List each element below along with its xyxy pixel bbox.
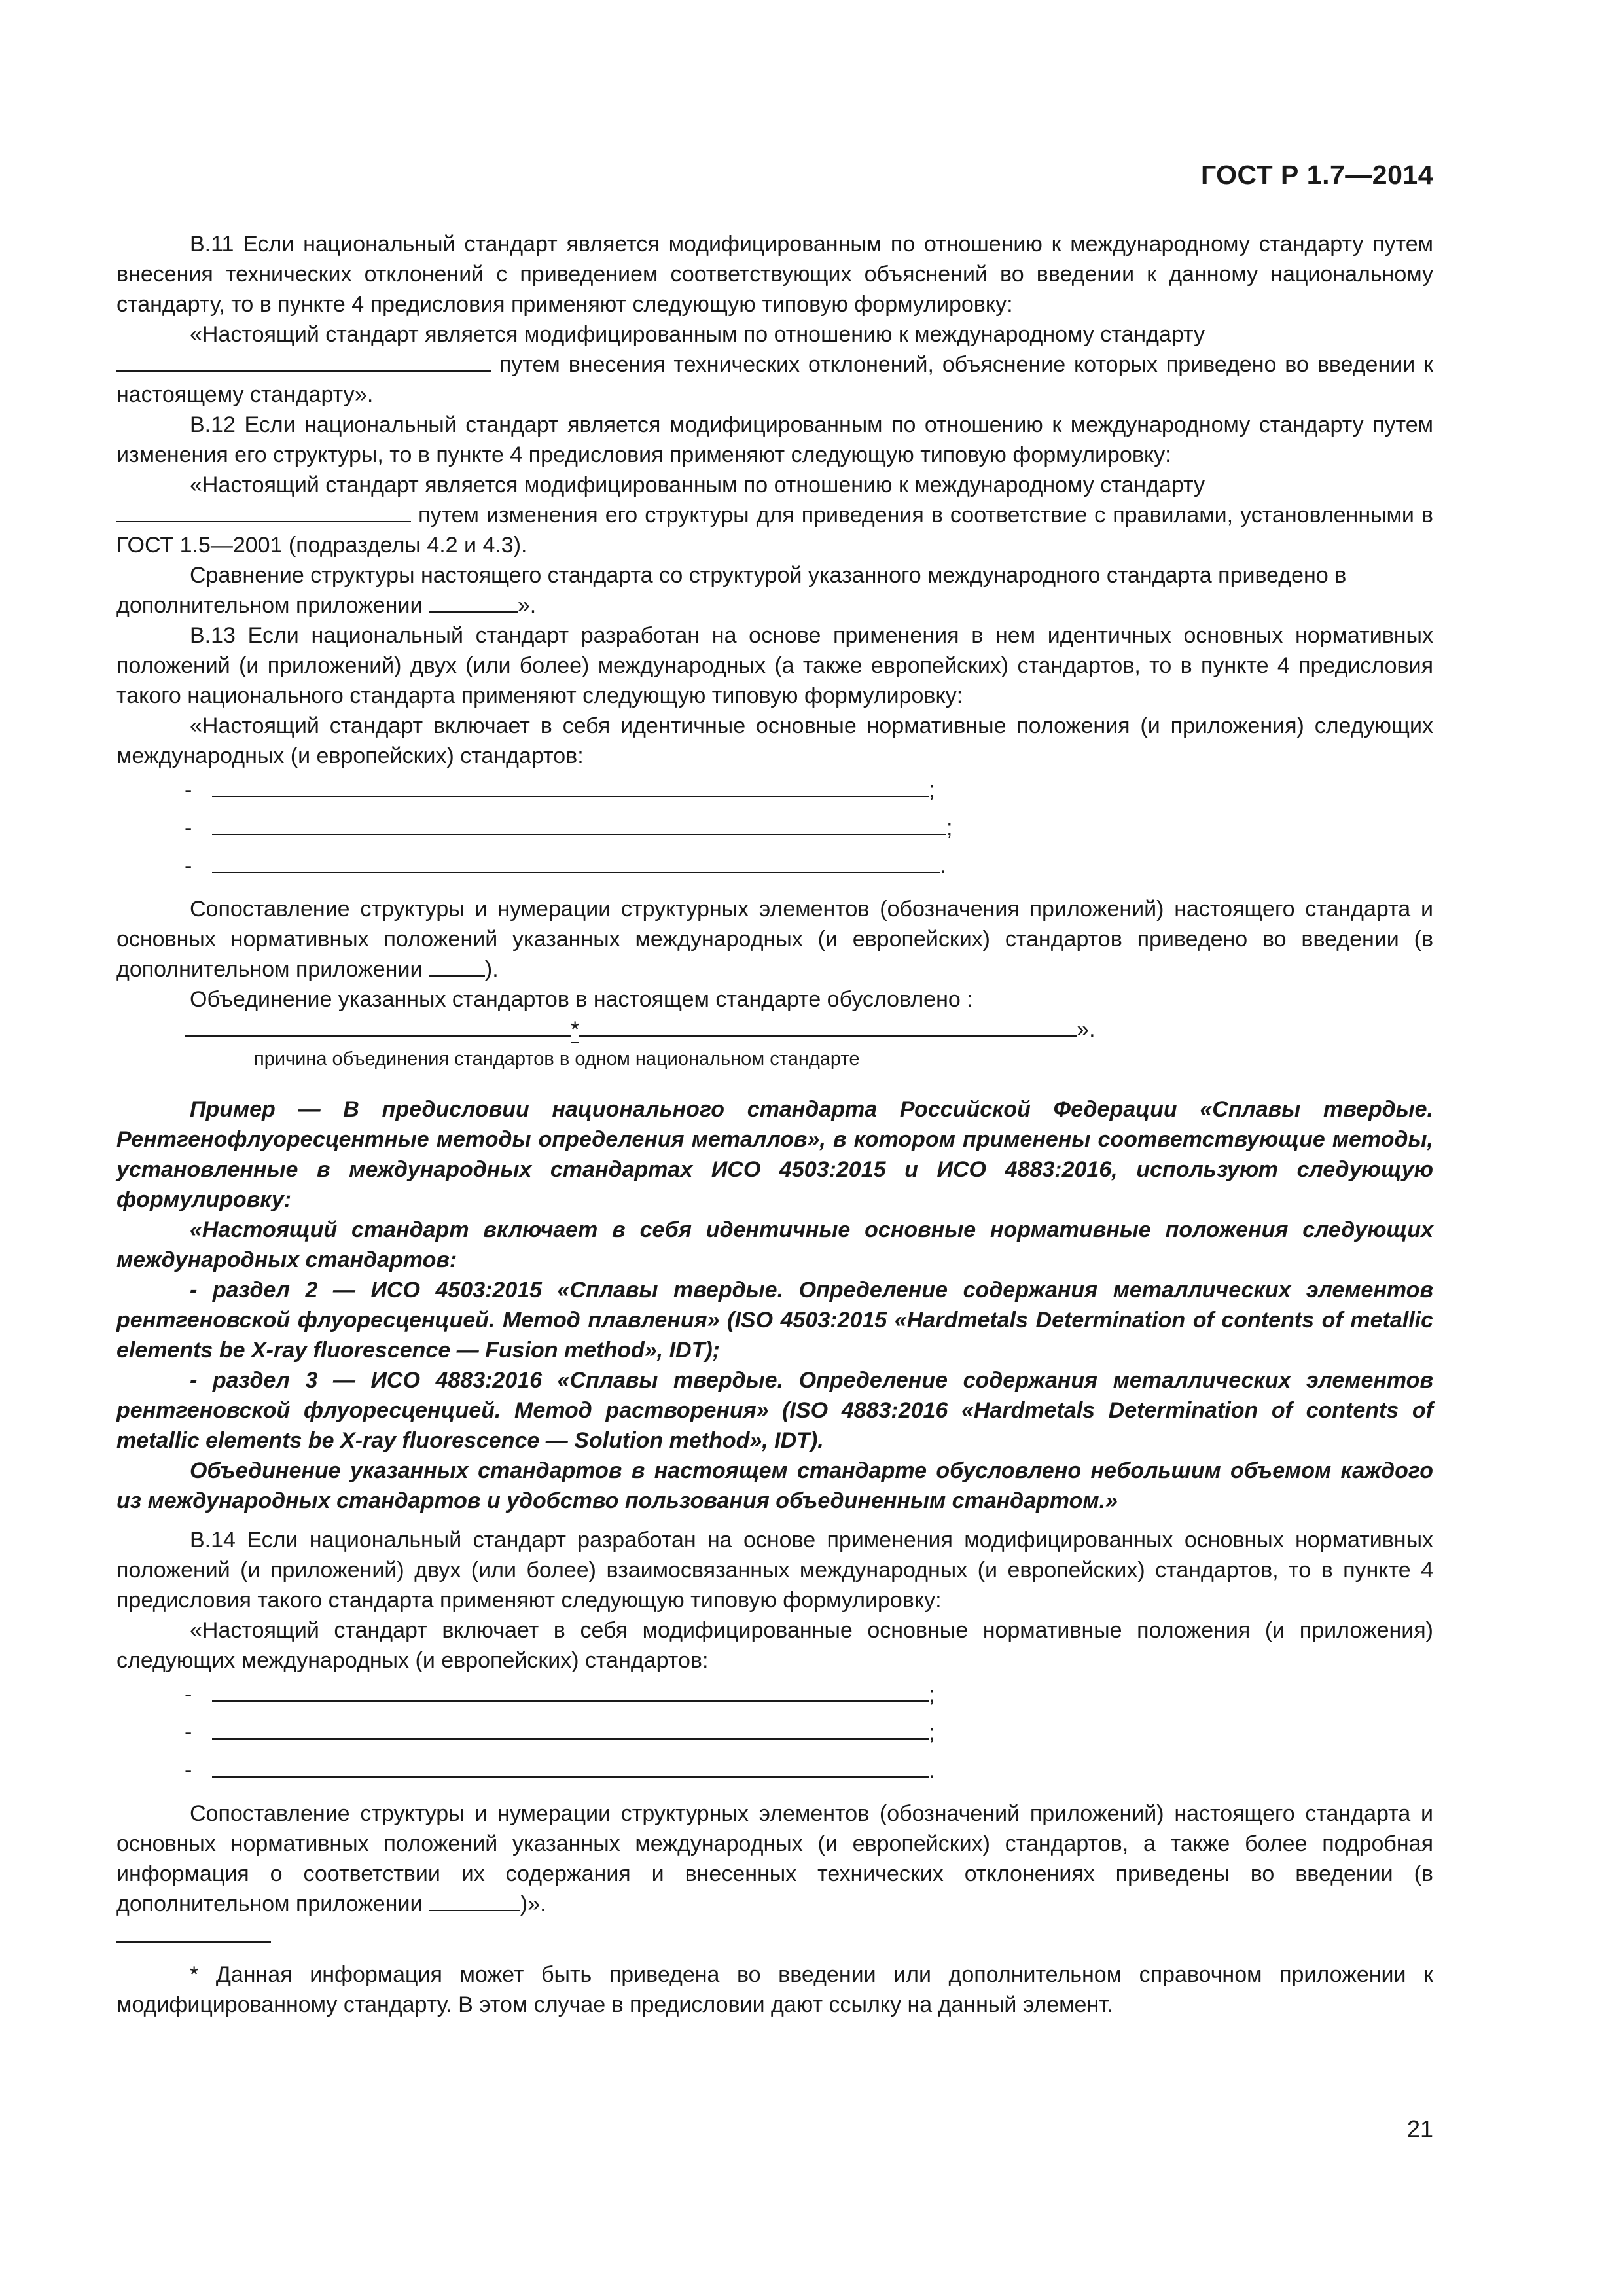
footnote-text: Данная информация может быть приведена во введении или дополнительном справочном приложении к модифицированному стандарту. В этом случае в предисловии дают ссылку на данный элемент. bbox=[116, 1962, 1433, 2017]
b12-quote-end-row bbox=[116, 500, 1433, 560]
b13-union-end: ». bbox=[1077, 1017, 1096, 1042]
b13-mapping-end: ). bbox=[484, 957, 499, 982]
page-number: 21 bbox=[1406, 2115, 1433, 2142]
b14-standard-line-2: - ; bbox=[185, 1720, 935, 1745]
b12-comparison-row bbox=[116, 560, 1433, 620]
b13-reason-blank-2 bbox=[579, 1016, 1077, 1037]
b14-blank-line-3 bbox=[212, 1757, 929, 1778]
b13-quote: «Настоящий стандарт включает в себя идентичные основные нормативные положения (и приложения) следующих международных (и европейских) стандартов: bbox=[116, 713, 1433, 768]
b13-reason-blank-1 bbox=[185, 1016, 571, 1037]
b13-intro: В.13 Если национальный стандарт разработан на основе применения в нем идентичных основных нормативных положений (и приложений) двух (или более) международных (а также европейских) стандартов, то в пункте 4 предисловия такого национального стандарта применяют следующую типовую формулировку: bbox=[116, 623, 1433, 708]
b14-intro: В.14 Если национальный стандарт разработан на основе применения модифицированных основных нормативных положений (и приложений) двух (или более) взаимосвязанных международных (и европейских) стандартов, то в пункте 4 предисловия такого стандарта применяют следующую типовую формулировку: bbox=[116, 1528, 1433, 1613]
b11-quote-start: «Настоящий стандарт является модифицированным по отношению к международному стандарту bbox=[190, 322, 1205, 347]
footnote bbox=[116, 1960, 1433, 2020]
b13-appendix-blank bbox=[429, 956, 485, 977]
example-section-3: - раздел 3 — ИСО 4883:2016 «Сплавы твердые. Определение содержания металлических элементов рентгеновской флуоресценцией. Метод растворения» (ISO 4883:2016 «Hardmetals Determination of contents of metallic elements be X-ray fluorescence — Solution method», IDT). bbox=[116, 1368, 1433, 1453]
b12-quote-end: путем изменения его структуры для приведения в соответствие с правилами, установленными в ГОСТ 1.5—2001 (подразделы 4.2 и 4.3). bbox=[116, 503, 1433, 558]
b14-blank-line-1 bbox=[212, 1681, 929, 1702]
b13-standard-line-1: - ; bbox=[185, 778, 935, 802]
footnote-mark: * bbox=[190, 1962, 199, 1987]
b12-comparison-end: ». bbox=[517, 593, 537, 618]
b12-appendix-blank bbox=[429, 592, 518, 613]
b13-mapping: Сопоставление структуры и нумерации структурных элементов (обозначения приложений) настоящего стандарта и основных нормативных положений указанных международных (и европейских) стандартов приведено во введении (в дополнительном приложении bbox=[116, 897, 1433, 982]
b13-mapping-row bbox=[116, 894, 1433, 984]
b13-union: Объединение указанных стандартов в настоящем стандарте обусловлено : bbox=[190, 987, 973, 1012]
b14-standard-line-3: - . bbox=[185, 1758, 935, 1783]
b11-quote-end-row bbox=[116, 350, 1433, 410]
b14-quote: «Настоящий стандарт включает в себя модифицированные основные нормативные положения (и приложения) следующих международных (и европейских) стандартов: bbox=[116, 1618, 1433, 1673]
document-header: ГОСТ Р 1.7—2014 bbox=[1200, 160, 1433, 190]
b14-mapping-end: )». bbox=[520, 1892, 546, 1916]
b13-union-reason-row bbox=[116, 1014, 1433, 1045]
b14-mapping: Сопоставление структуры и нумерации структурных элементов (обозначений приложений) настоящего стандарта и основных нормативных положений указанных международных (и европейских) стандартов, а также более подробная информация о соответствии их содержания и внесенных технических отклонениях приведены во введении (в дополнительном приложении bbox=[116, 1801, 1433, 1916]
footnote-mark-ref: * bbox=[571, 1017, 580, 1042]
document-page bbox=[116, 0, 1433, 2296]
b13-blank-line-1 bbox=[212, 776, 929, 797]
b14-standard-line-1: - ; bbox=[185, 1682, 935, 1707]
b14-mapping-row bbox=[116, 1799, 1433, 1919]
b14-blank-line-2 bbox=[212, 1719, 929, 1740]
footnote-divider bbox=[116, 1941, 271, 1943]
b11-blank-line bbox=[116, 351, 491, 372]
example-intro: Пример — В предисловии национального стандарта Российской Федерации «Сплавы твердые. Рентгенофлуоресцентные методы определения металлов», в котором применены соответствующие методы, установленные в международных стандартах ИСО 4503:2015 и ИСО 4883:2016, используют следующую формулировку: bbox=[116, 1097, 1433, 1212]
b12-blank-line bbox=[116, 501, 411, 522]
b12-comparison: Сравнение структуры настоящего стандарта со структурой указанного международного стандарта приведено в дополнительном приложении bbox=[116, 563, 1347, 618]
example-quote: «Настоящий стандарт включает в себя идентичные основные нормативные положения следующих международных стандартов: bbox=[116, 1217, 1433, 1272]
b13-reason-caption: причина объединения стандартов в одном национальном стандарте bbox=[254, 1049, 860, 1069]
b11-quote-end: путем внесения технических отклонений, объяснение которых приведено во введении к настоящему стандарту». bbox=[116, 352, 1433, 407]
b14-appendix-blank bbox=[429, 1890, 520, 1911]
b12-intro: В.12 Если национальный стандарт является модифицированным по отношению к международному стандарту путем изменения его структуры, то в пункте 4 предисловия применяют следующую типовую формулировку: bbox=[116, 412, 1433, 467]
b13-standard-line-3: - . bbox=[185, 853, 946, 878]
example-section-2: - раздел 2 — ИСО 4503:2015 «Сплавы твердые. Определение содержания металлических элементов рентгеновской флуоресценцией. Метод плавления» (ISO 4503:2015 «Hardmetals Determination of contents of metallic elements be X-ray fluorescence — Fusion method», IDT); bbox=[116, 1278, 1433, 1363]
b12-quote-start: «Настоящий стандарт является модифицированным по отношению к международному стандарту bbox=[190, 473, 1205, 497]
document-body bbox=[116, 229, 1433, 2020]
b13-standard-line-2: - ; bbox=[185, 816, 953, 840]
b13-blank-line-2 bbox=[212, 814, 946, 835]
example-union: Объединение указанных стандартов в настоящем стандарте обусловлено небольшим объемом каждого из международных стандартов и удобство пользования объединенным стандартом.» bbox=[116, 1458, 1433, 1513]
b11-intro: В.11 Если национальный стандарт является модифицированным по отношению к международному стандарту путем внесения технических отклонений с приведением соответствующих объяснений во введении к данному национальному стандарту, то в пункте 4 предисловия применяют следующую типовую формулировку: bbox=[116, 232, 1433, 317]
b13-blank-line-3 bbox=[212, 852, 940, 873]
